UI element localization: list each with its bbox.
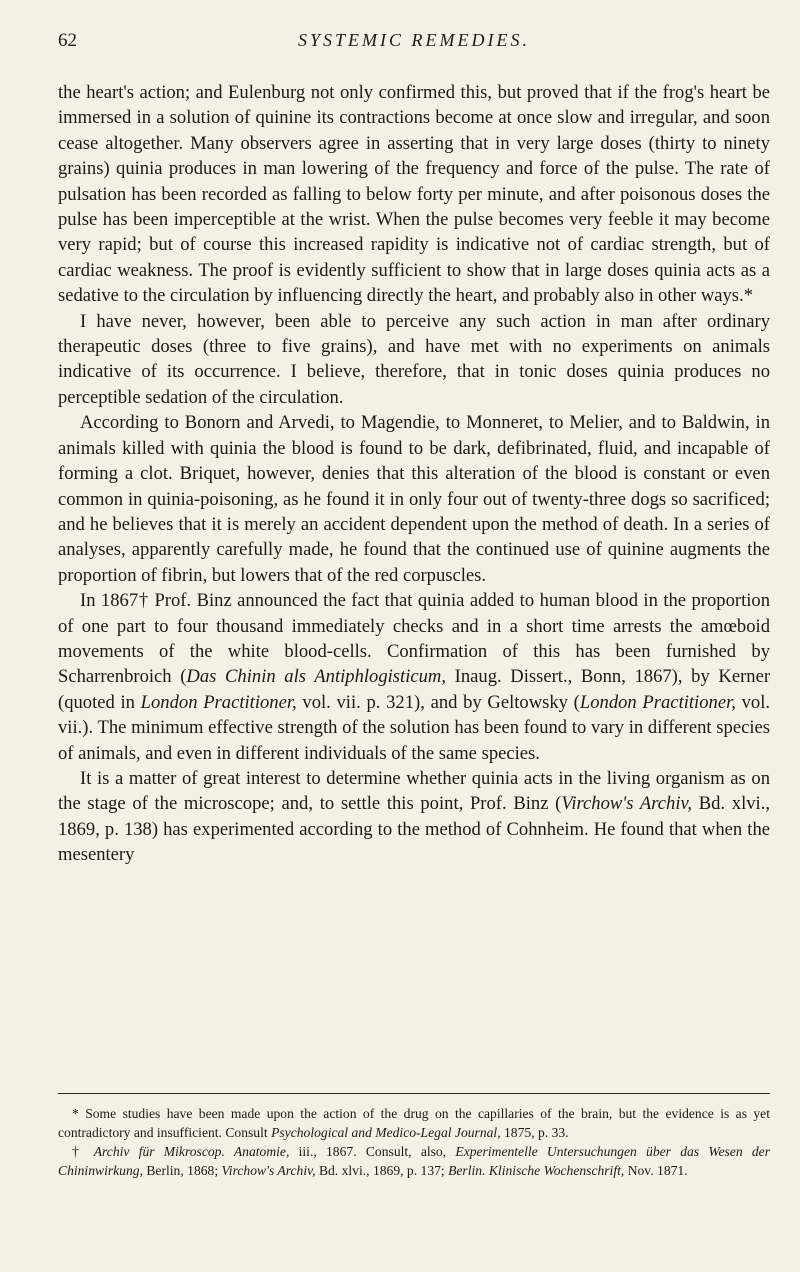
paragraph-4 bbox=[58, 588, 770, 766]
citation: Berlin. Klinische Wochenschrift, bbox=[448, 1163, 625, 1178]
page-number: 62 bbox=[58, 30, 77, 51]
text-run: Some studies have been made upon the action of the drug on the capillaries of the brain, but the evidence is as yet contradictory and insufficient. Consult bbox=[58, 1106, 770, 1140]
citation: Virchow's Archiv, bbox=[221, 1163, 316, 1178]
text-run: Berlin, 1868; bbox=[142, 1163, 222, 1178]
text-run: It is a matter of great interest to determine whether quinia acts in the living organism as on the stage of the microscope; and, to settle this point, Prof. Binz ( bbox=[58, 767, 770, 815]
citation: Archiv für Mikroscop. Anatomie, bbox=[84, 1144, 290, 1159]
citation: Experimentelle Untersuchungen über das Wesen der Chininwirkung, bbox=[58, 1144, 770, 1178]
running-title: SYSTEMIC REMEDIES. bbox=[298, 30, 530, 50]
text-run: Nov. 1871. bbox=[624, 1163, 688, 1178]
text-run: iii., 1867. Consult, also, bbox=[289, 1144, 456, 1159]
text-run: vol. vii. p. 321), and by Geltowsky ( bbox=[296, 691, 580, 713]
citation: Psychological and Medico-Legal Journal, bbox=[271, 1125, 501, 1140]
text-run: vol. vii.). The minimum effective strength of the solution has been found to vary in different species of animals, and even in different individuals of the same species. bbox=[58, 691, 771, 764]
citation: Das Chinin als Antiphlogisticum, bbox=[186, 666, 447, 688]
text-run: Bd. xlvi., 1869, p. 138) has experimented according to the method of Cohnheim. He found that when the mesentery bbox=[58, 793, 770, 866]
footnote-mark: * bbox=[72, 1106, 79, 1121]
citation: London Practitioner, bbox=[140, 691, 297, 713]
text-run: Bd. xlvi., 1869, p. 137; bbox=[315, 1163, 449, 1178]
citation: London Practitioner, bbox=[579, 691, 736, 713]
footnote-2 bbox=[58, 1142, 770, 1180]
footnotes bbox=[58, 1104, 770, 1180]
paragraph-3: According to Bonorn and Arvedi, to Magendie, to Monneret, to Melier, and to Baldwin, in animals killed with quinia the blood is found to be dark, defibrinated, fluid, and incapable of forming a clot. Briquet, however, denies that this alteration of the blood is constant or even common in quinia-poisoning, as he found it in only four out of twenty-three dogs so sacrificed; and he believes that it is merely an accident dependent upon the method of death. In a series of analyses, apparently carefully made, he found that the continued use of quinine augments the proportion of fibrin, but lowers that of the red corpuscles. bbox=[58, 412, 770, 586]
footnote-ref-dagger: † bbox=[138, 590, 150, 612]
page-header bbox=[58, 22, 770, 62]
text-run: Prof. Binz announced the fact that quinia added to human blood in the proportion of one part to four thousand immediately checks and in a short time arrests the amœboid movements of the white blood-cells. Confirmation of this has been furnished by Scharrenbroich ( bbox=[58, 590, 770, 688]
paragraph-5 bbox=[58, 766, 770, 868]
footnote-mark: † bbox=[72, 1144, 85, 1159]
text-run: In 1867 bbox=[80, 590, 139, 612]
text-run: 1875, p. 33. bbox=[500, 1125, 569, 1140]
body-text bbox=[58, 80, 770, 868]
paragraph-1: the heart's action; and Eulenburg not only confirmed this, but proved that if the frog's heart be immersed in a solution of quinine its contractions become at once slow and irregular, and soon cease altogether. Many observers agree in asserting that in very large doses (thirty to ninety grains) quinia produces in man lowering of the frequency and force of the pulse. The rate of pulsation has been recorded as falling to below forty per minute, and after poisonous doses the pulse has been imperceptible at the wrist. When the pulse becomes very feeble it may become very rapid; but of course this increased rapidity is indicative not of cardiac strength, but of cardiac weakness. The proof is evidently sufficient to show that in large doses quinia acts as a sedative to the circulation by influencing directly the heart, and probably also in other ways.* bbox=[58, 82, 770, 307]
paragraph-2: I have never, however, been able to perceive any such action in man after ordinary therapeutic doses (three to five grains), and have met with no experiments on animals indicative of its occurrence. I believe, therefore, that in tonic doses quinia produces no perceptible sedation of the circulation. bbox=[58, 310, 770, 408]
book-page bbox=[58, 22, 771, 1178]
citation: Virchow's Archiv, bbox=[561, 793, 693, 815]
text-run: Inaug. Dissert., Bonn, 1867), by Kerner (quoted in bbox=[58, 666, 771, 713]
footnote-1 bbox=[58, 1104, 770, 1142]
footnote-divider bbox=[58, 1093, 770, 1094]
